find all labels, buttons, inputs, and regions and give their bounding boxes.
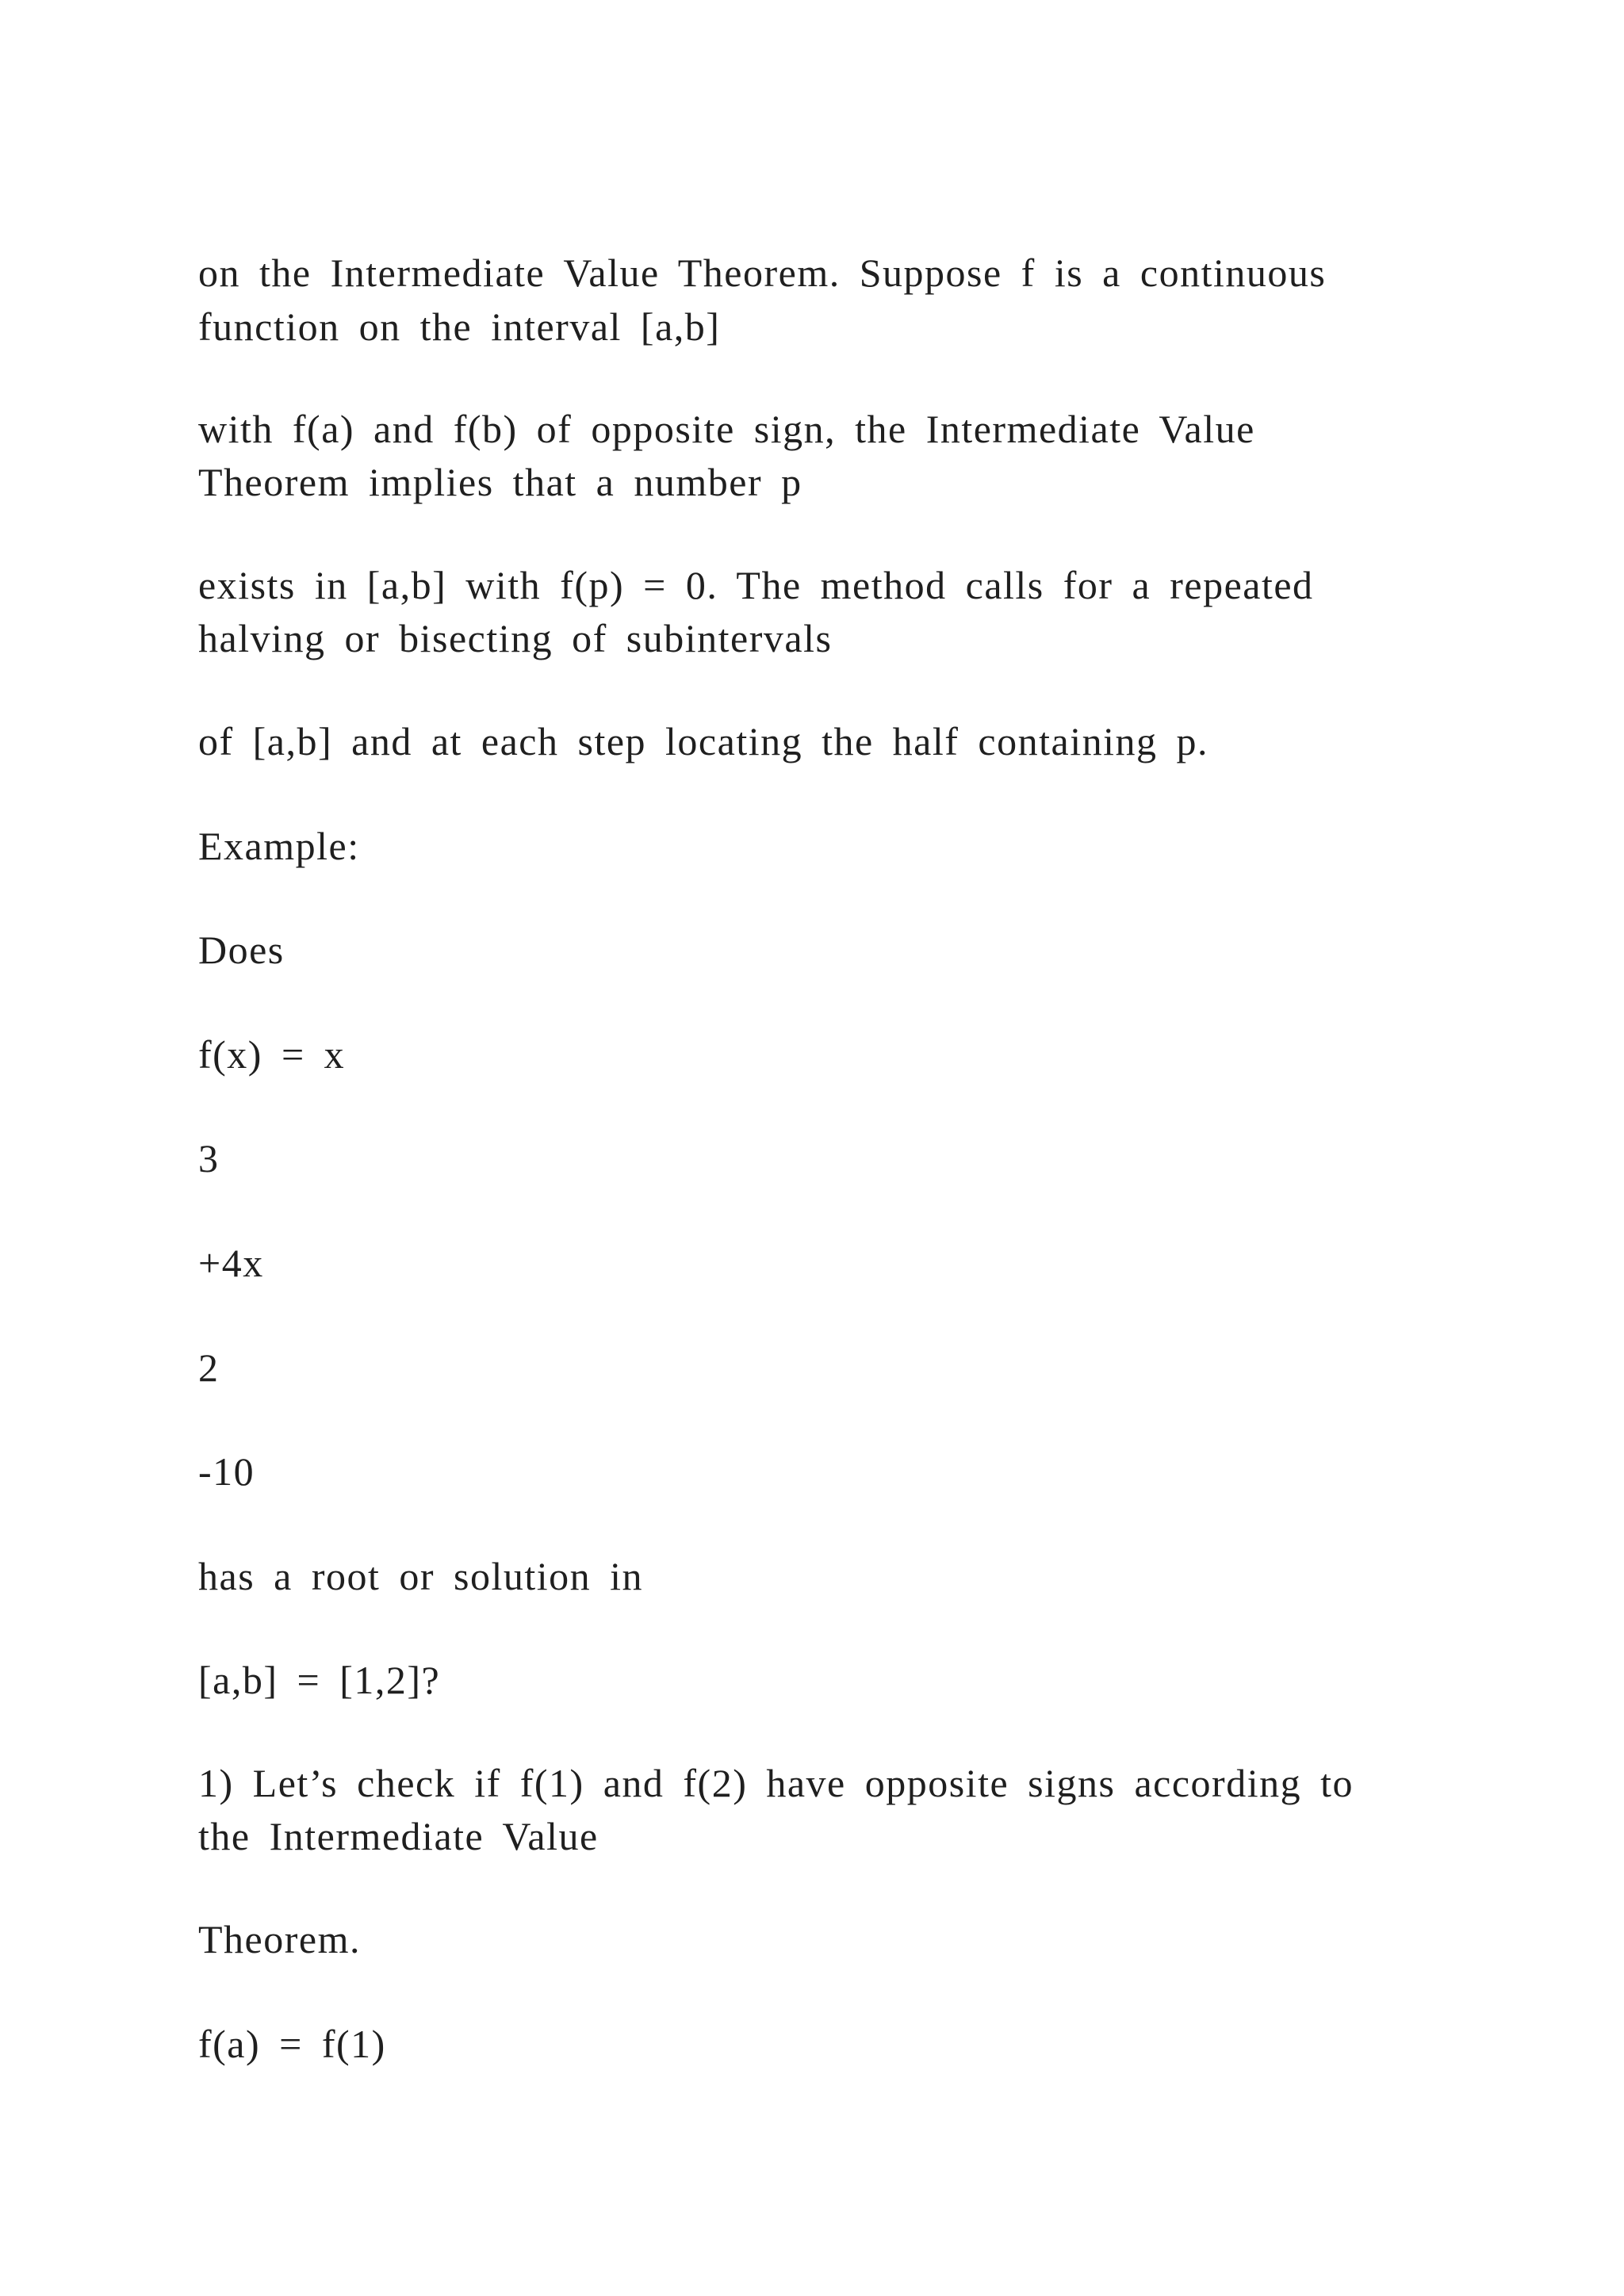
text-line: with f(a) and f(b) of opposite sign, the Intermediate Value xyxy=(198,407,1255,451)
text-line: exists in [a,b] with f(p) = 0. The method calls for a repeated xyxy=(198,563,1314,607)
text-line: has a root or solution in xyxy=(198,1554,644,1598)
equation-line: f(x) = x xyxy=(198,1032,346,1077)
equation-line: -10 xyxy=(198,1449,255,1494)
text-line: halving or bisecting of subintervals xyxy=(198,616,833,660)
equation-line: +4x xyxy=(198,1241,264,1285)
text-line: the Intermediate Value xyxy=(198,1814,599,1858)
text-line: Theorem implies that a number p xyxy=(198,460,802,504)
text-line: on the Intermediate Value Theorem. Suppose f is a continuous xyxy=(198,251,1327,295)
heading-example: Example: xyxy=(198,824,360,868)
interval-line: [a,b] = [1,2]? xyxy=(198,1658,441,1702)
step-line: 1) Let’s check if f(1) and f(2) have opposite signs according to xyxy=(198,1761,1354,1805)
text-line: Theorem. xyxy=(198,1917,361,1961)
text-line: of [a,b] and at each step locating the half containing p. xyxy=(198,719,1208,763)
exponent-line: 3 xyxy=(198,1136,220,1181)
text-line: function on the interval [a,b] xyxy=(198,304,721,349)
text-line: Does xyxy=(198,928,285,972)
exponent-line: 2 xyxy=(198,1345,220,1390)
equation-line: f(a) = f(1) xyxy=(198,2022,386,2066)
